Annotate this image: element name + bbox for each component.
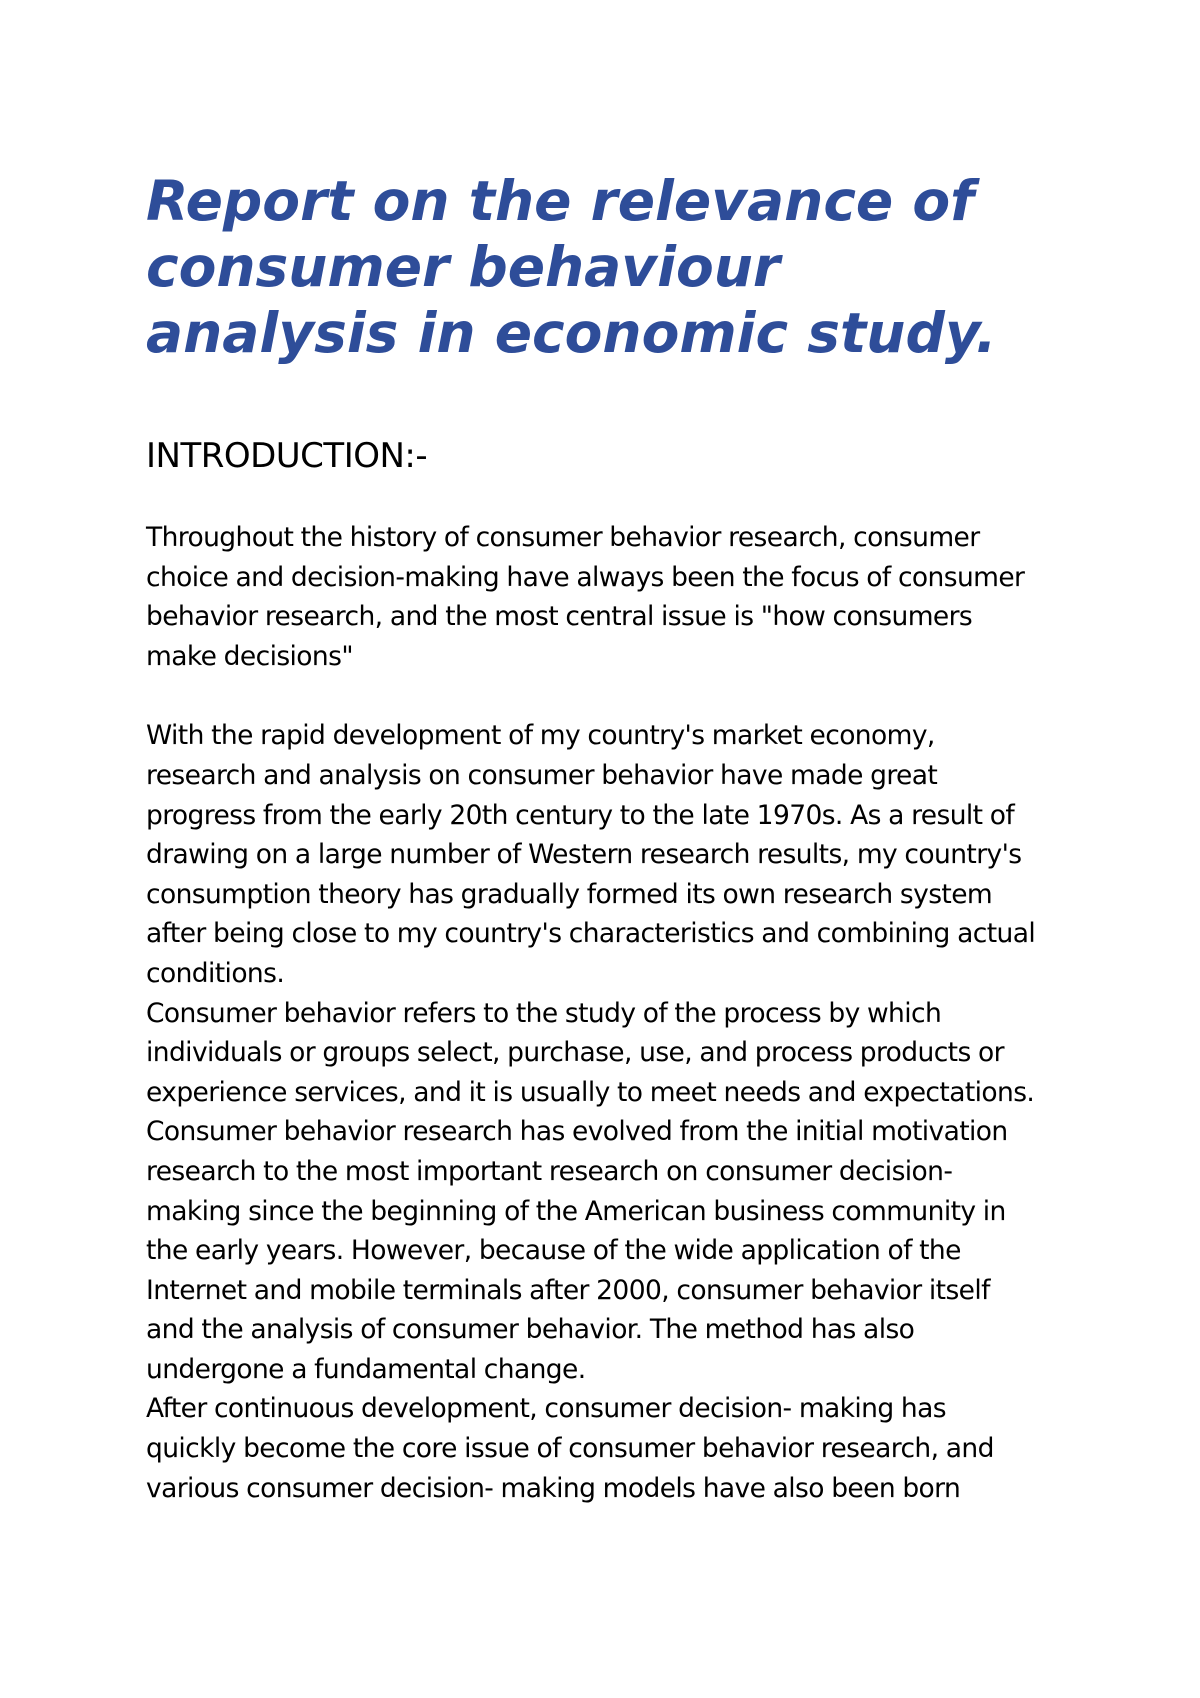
text-line: Consumer behavior research has evolved from the initial motivation [146, 1116, 1008, 1148]
text-line: Consumer behavior refers to the study of the process by which [146, 997, 942, 1029]
text-line: various consumer decision- making models have also been born [146, 1472, 961, 1504]
text-line: make decisions" [146, 640, 353, 672]
text-line: consumption theory has gradually formed its own research system [146, 878, 993, 910]
text-line: the early years. However, because of the wide application of the [146, 1235, 961, 1267]
text-line: research to the most important research on consumer decision- [146, 1155, 953, 1187]
text-line: undergone a fundamental change. [146, 1353, 586, 1385]
paragraph-evolution [146, 1112, 1076, 1389]
text-line: experience services, and it is usually to meet needs and expectations. [146, 1076, 1035, 1108]
introduction-heading: INTRODUCTION:- [146, 436, 428, 476]
text-line: After continuous development, consumer decision- making has [146, 1393, 946, 1425]
text-line: research and analysis on consumer behavior have made great [146, 759, 938, 791]
paragraph-decision-making [146, 1389, 1076, 1508]
text-line: Throughout the history of consumer behavior research, consumer [146, 522, 980, 553]
text-line: behavior research, and the most central issue is "how consumers [146, 601, 973, 633]
document-content [146, 168, 1076, 1508]
text-line: choice and decision-making have always been the focus of consumer [146, 561, 1025, 593]
report-title-line: consumer behaviour [146, 235, 781, 299]
text-line: Internet and mobile terminals after 2000, consumer behavior itself [146, 1274, 990, 1306]
text-line: progress from the early 20th century to the late 1970s. As a result of [146, 799, 1015, 831]
text-line: quickly become the core issue of consumer behavior research, and [146, 1433, 994, 1465]
paragraph-definition [146, 994, 1076, 1113]
text-line: individuals or groups select, purchase, use, and process products or [146, 1037, 1004, 1069]
text-line: With the rapid development of my country's market economy, [146, 720, 935, 752]
report-title-line: Report on the relevance of [146, 169, 975, 233]
text-line: making since the beginning of the American business community in [146, 1195, 1006, 1227]
report-title [146, 168, 1076, 366]
report-title-line: analysis in economic study. [146, 301, 997, 365]
paragraph-market-economy [146, 716, 1076, 993]
text-line: and the analysis of consumer behavior. The method has also [146, 1314, 915, 1346]
text-line: conditions. [146, 957, 285, 989]
text-line: after being close to my country's characteristics and combining actual [146, 918, 1036, 950]
paragraph-history [146, 518, 1076, 676]
text-line: drawing on a large number of Western research results, my country's [146, 839, 1022, 871]
